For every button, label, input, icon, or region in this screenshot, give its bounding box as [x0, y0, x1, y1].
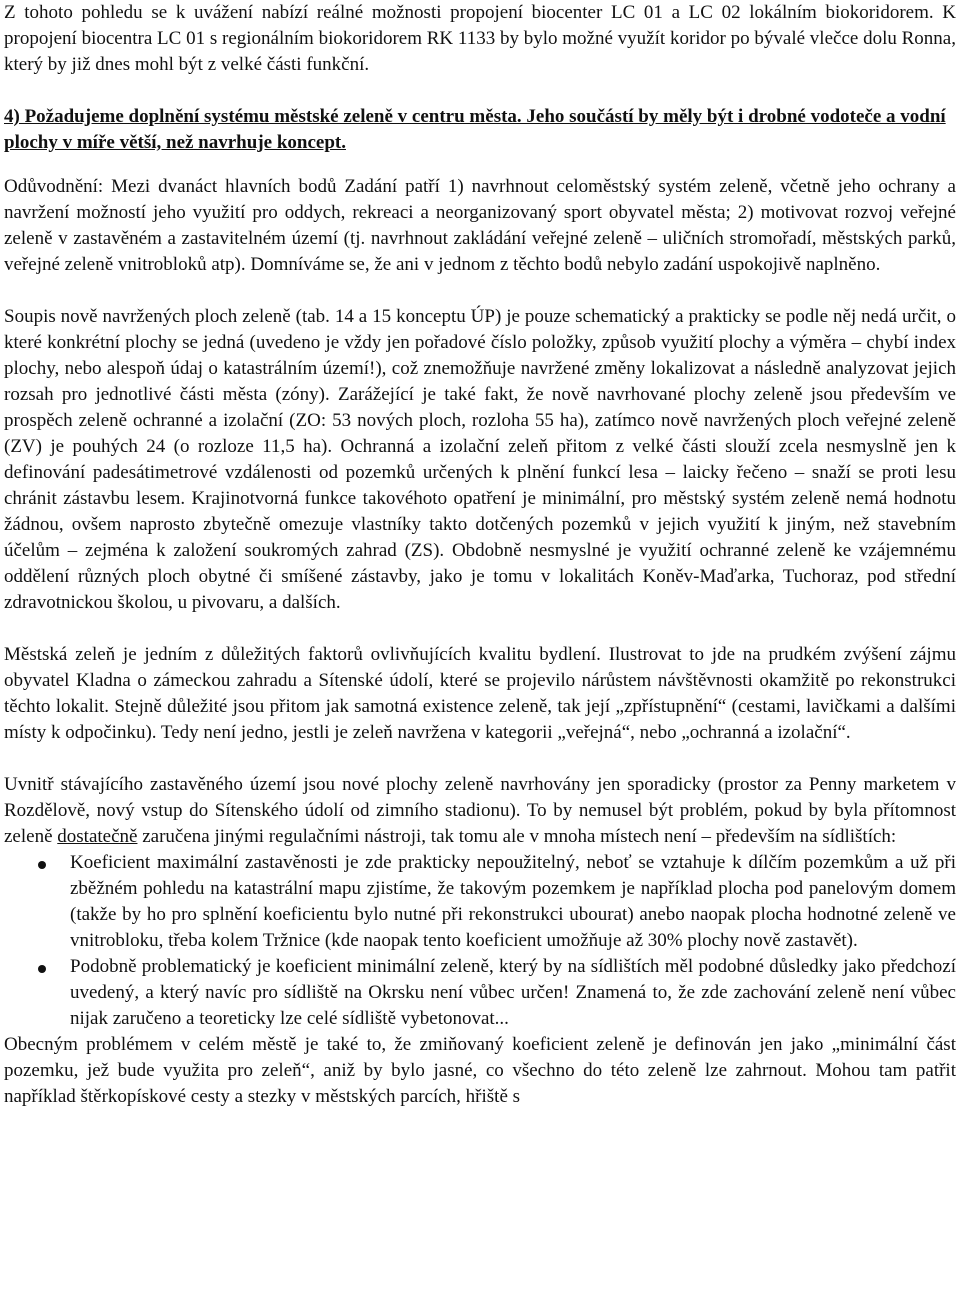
list-item-text: Koeficient maximální zastavěnosti je zde prakticky nepoužitelný, neboť se vztahuje k dílčím pozemkům a už při zběžném pohledu na katastrální mapu zjistíme, že takovým pozemkem je například plocha pod panelovým domem (takže by ho pro splnění koeficientu bylo nutné při rekonstrukci ubourat) anebo naopak plocha hodnotné zeleně ve vnitrobloku, třeba kolem Tržnice (kde naopak tento koeficient umožňuje až 30% plochy nově zastavět). — [70, 852, 956, 951]
intro-paragraph: Z tohoto pohledu se k uvážení nabízí reálné možnosti propojení biocenter LC 01 a LC 02 lokálním biokoridorem. K propojení biocentra LC 01 s regionálním biokoridorem RK 1133 by bylo možné využít koridor po bývalé vlečce dolu Ronna, který by již dnes mohl být z velké části funkční. — [4, 2, 956, 75]
built-up-text-after: zaručena jinými regulačními nástroji, tak tomu ale v mnoha místech není – především na sídlištích: — [142, 826, 897, 847]
section-heading: 4) Požadujeme doplnění systému městské zeleně v centru města. Jeho součástí by měly být i drobné vodoteče a vodní plochy v míře větší, než navrhuje koncept. — [4, 106, 946, 153]
final-paragraph: Obecným problémem v celém městě je také to, že zmiňovaný koeficient zeleně je definován jen jako „minimální část pozemku, jež bude využita pro zeleň“, aniž by bylo jasné, co všechno do této zeleně lze zahrnout. Mohou tam patřit například štěrkopískové cesty a stezky v městských parcích, hřiště s — [4, 1034, 956, 1107]
built-up-area-paragraph — [4, 772, 956, 850]
list-item-text: Podobně problematický je koeficient minimální zeleně, který by na sídlištích měl podobné důsledky jako předchozí uvedený, a který navíc pro sídliště na Okrsku není vůbec určen! Znamená to, že zde zachování zeleně není vůbec nijak zaručeno a teoreticky lze celé sídliště vybetonovat... — [70, 956, 956, 1029]
justification-paragraph: Odůvodnění: Mezi dvanáct hlavních bodů Zadání patří 1) navrhnout celoměstský systém zeleně, včetně jeho ochrany a navržení možností jeho využití pro oddych, rekreaci a neorganizovaný sport obyvatel města; 2) motivovat rozvoj veřejné zeleně v zastavěném a zastavitelném území (tj. navrhnout zakládání veřejné zeleně – uličních stromořadí, městských parků, veřejné zeleně vnitrobloků atp). Domníváme se, že ani v jednom z těchto bodů nebylo zadání uspokojivě naplněno. — [4, 176, 956, 275]
built-up-text-before: Uvnitř stávajícího zastavěného území jsou nové plochy zeleně navrhovány jen sporadicky (prostor za Penny marketem v Rozdělově, nový vstup do Sítenského údolí od zimního stadionu). To by nemusel být problém, pokud by byla přítomnost zeleně — [4, 774, 956, 847]
urban-greenery-paragraph: Městská zeleň je jedním z důležitých faktorů ovlivňujících kvalitu bydlení. Ilustrovat to jde na prudkém zvýšení zájmu obyvatel Kladna o zámeckou zahradu a Sítenské údolí, které se projevilo nárůstem návštěvnosti okamžitě po rekonstrukci těchto lokalit. Stejně důležité jsou přitom jak samotná existence zeleně, tak její „zpřístupnění“ (cestami, lavičkami a dalšími místy k odpočinku). Tedy není jedno, jestli je zeleň navržena v kategorii „veřejná“, nebo „ochranná a izolační“. — [4, 644, 956, 743]
list-item — [4, 850, 956, 954]
list-item — [4, 954, 956, 1032]
underlined-word: dostatečně — [57, 826, 138, 847]
bullet-icon — [38, 861, 46, 869]
bullet-list — [4, 850, 956, 1032]
bullet-icon — [38, 965, 46, 973]
document-page — [4, 0, 956, 1110]
green-areas-list-paragraph: Soupis nově navržených ploch zeleně (tab. 14 a 15 konceptu ÚP) je pouze schematický a prakticky se podle něj nedá určit, o které konkrétní plochy se jedná (uvedeno je vždy jen pořadové číslo položky, způsob využití plochy a výměra – chybí index plochy, nebo alespoň údaj o katastrálním území!), což znemožňuje navržené změny lokalizovat a následně analyzovat jejich rozsah pro jednotlivé části města (zóny). Zarážející je také fakt, že nově navrhované plochy zeleně jsou především ve prospěch zeleně ochranné a izolační (ZO: 53 nových ploch, rozloha 55 ha), zatímco nově navržených ploch veřejné zeleně (ZV) je pouhých 24 (o rozloze 11,5 ha). Ochranná a izolační zeleň přitom z velké části slouží zcela nesmyslně jen k definování padesátimetrové vzdálenosti od pozemků určených k plnění funkcí lesa – laicky řečeno – snaží se proti lesu chránit zástavbu lesem. Krajinotvorná funkce takovéhoto opatření je minimální, pro městský systém zeleně nemá hodnotu žádnou, ovšem naprosto zbytečně omezuje vlastníky takto dotčených pozemků v jejich využití k jiným, než stavebním účelům – zejména k založení soukromých zahrad (ZS). Obdobně nesmyslné je využití ochranné zeleně ke vzájemnému oddělení různých ploch obytné či smíšené zástavby, jako je tomu v lokalitách Koněv-Maďarka, Tuchoraz, pod střední zdravotnickou školou, u pivovaru, a dalších. — [4, 306, 956, 613]
